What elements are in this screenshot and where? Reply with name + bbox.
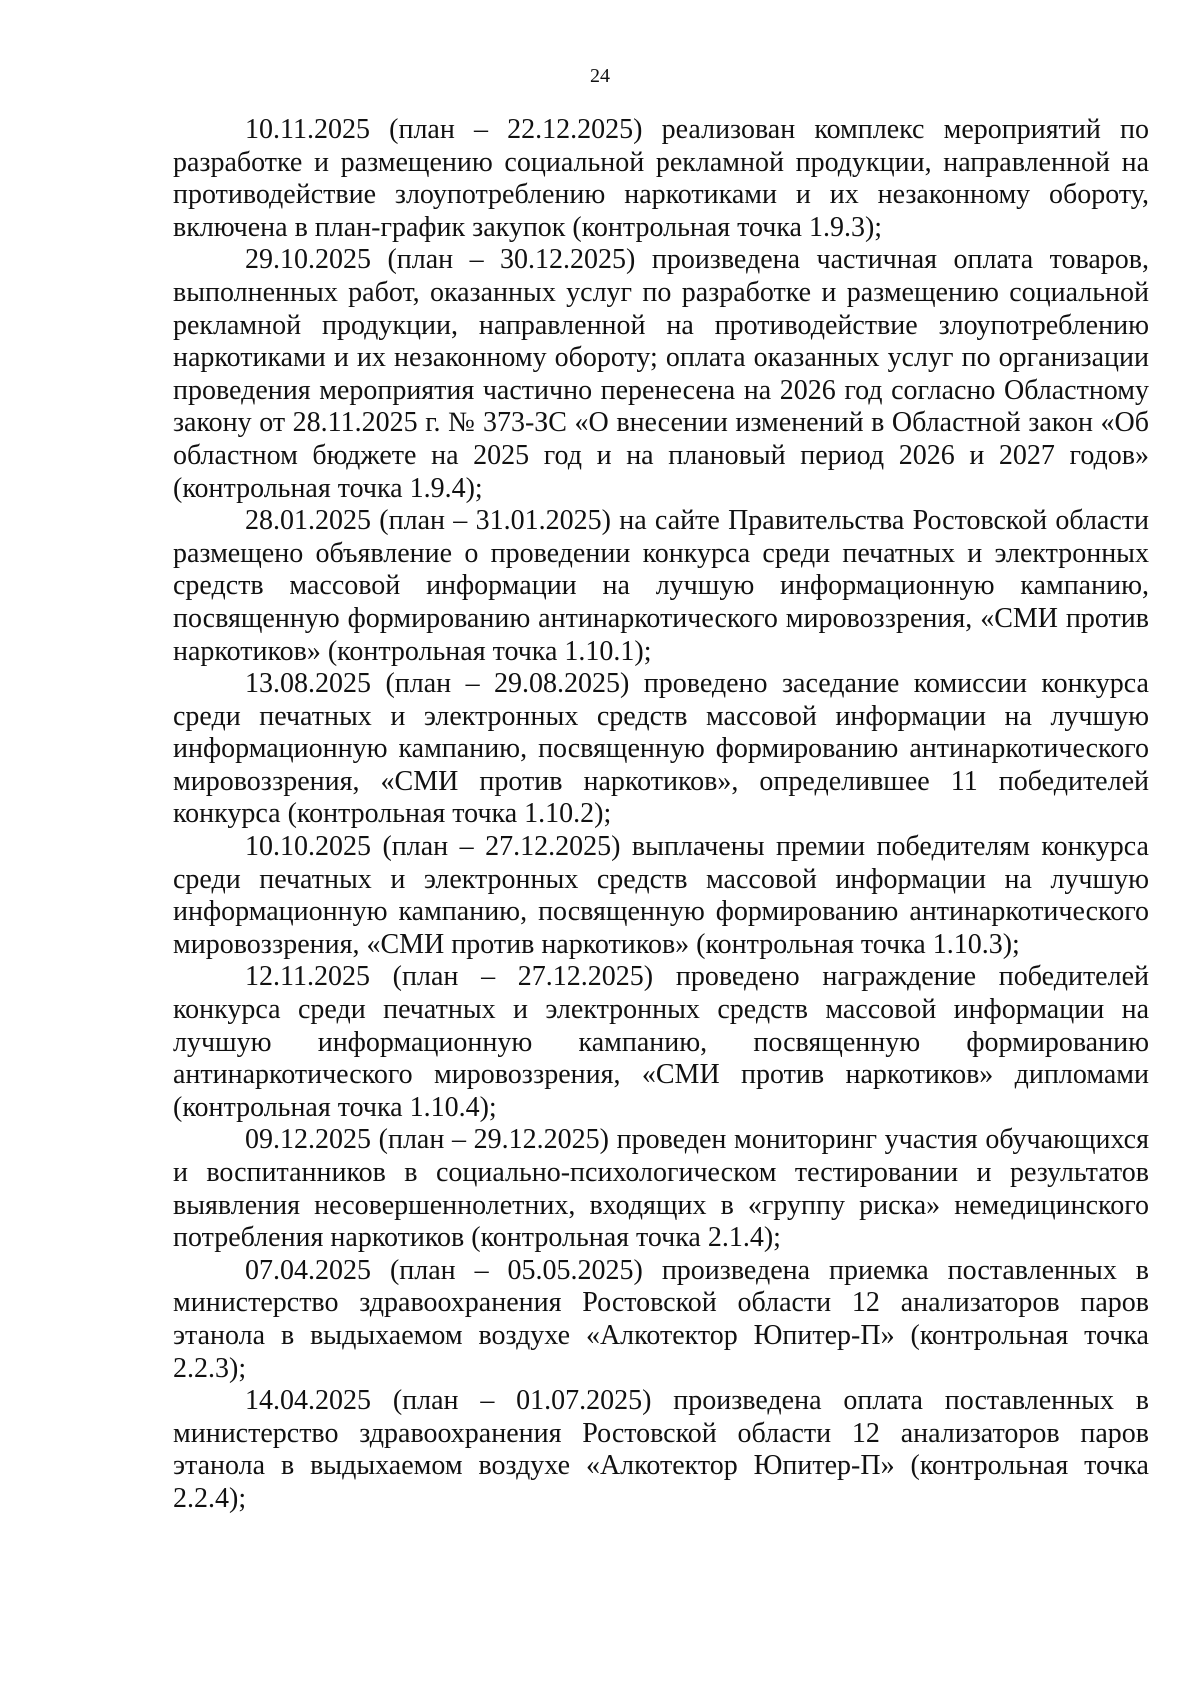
paragraph-control-point-1-9-3: 10.11.2025 (план – 22.12.2025) реализован комплекс мероприятий по разработке и размещению социальной рекламной продукции, направленной на противодействие злоупотреблению наркотиками и их незаконному обороту, включена в план-график закупок (контрольная точка 1.9.3);: [173, 114, 1149, 243]
paragraph-control-point-1-10-2: 13.08.2025 (план – 29.08.2025) проведено заседание комиссии конкурса среди печатных и электронных средств массовой информации на лучшую информационную кампанию, посвященную формированию антинаркотического мировоззрения, «СМИ против наркотиков», определившее 11 победителей конкурса (контрольная точка 1.10.2);: [173, 668, 1149, 830]
paragraph-control-point-2-2-4: 14.04.2025 (план – 01.07.2025) произведена оплата поставленных в министерство здравоохранения Ростовской области 12 анализаторов паров этанола в выдыхаемом воздухе «Алкотектор Юпитер-П» (контрольная точка 2.2.4);: [173, 1385, 1149, 1514]
paragraph-control-point-2-2-3: 07.04.2025 (план – 05.05.2025) произведена приемка поставленных в министерство здравоохранения Ростовской области 12 анализаторов паров этанола в выдыхаемом воздухе «Алкотектор Юпитер-П» (контрольная точка 2.2.3);: [173, 1254, 1149, 1384]
paragraph-control-point-1-10-1: 28.01.2025 (план – 31.01.2025) на сайте Правительства Ростовской области размещено объявление о проведении конкурса среди печатных и электронных средств массовой информации на лучшую информационную кампанию, посвященную формированию антинаркотического мировоззрения, «СМИ против наркотиков» (контрольная точка 1.10.1);: [173, 505, 1149, 667]
paragraph-control-point-2-1-4: 09.12.2025 (план – 29.12.2025) проведен мониторинг участия обучающихся и воспитанников в социально-психологическом тестировании и результатов выявления несовершеннолетних, входящих в «группу риска» немедицинского потребления наркотиков (контрольная точка 2.1.4);: [173, 1124, 1149, 1254]
paragraph-control-point-1-10-3: 10.10.2025 (план – 27.12.2025) выплачены премии победителям конкурса среди печатных и электронных средств массовой информации на лучшую информационную кампанию, посвященную формированию антинаркотического мировоззрения, «СМИ против наркотиков» (контрольная точка 1.10.3);: [173, 831, 1149, 960]
paragraph-control-point-1-10-4: 12.11.2025 (план – 27.12.2025) проведено награждение победителей конкурса среди печатных и электронных средств массовой информации на лучшую информационную кампанию, посвященную формированию антинаркотического мировоззрения, «СМИ против наркотиков» дипломами (контрольная точка 1.10.4);: [173, 961, 1149, 1123]
page-number: 24: [590, 65, 610, 87]
paragraph-control-point-1-9-4: 29.10.2025 (план – 30.12.2025) произведена частичная оплата товаров, выполненных работ, оказанных услуг по разработке и размещению социальной рекламной продукции, направленной на противодействие злоупотреблению наркотиками и их незаконному обороту; оплата оказанных услуг по организации проведения мероприятия частично перенесена на 2026 год согласно Областному закону от 28.11.2025 г. № 373-ЗС «О внесении изменений в Областной закон «Об областном бюджете на 2025 год и на плановый период 2026 и 2027 годов» (контрольная точка 1.9.4);: [173, 244, 1149, 504]
document-body: [173, 114, 1149, 1516]
